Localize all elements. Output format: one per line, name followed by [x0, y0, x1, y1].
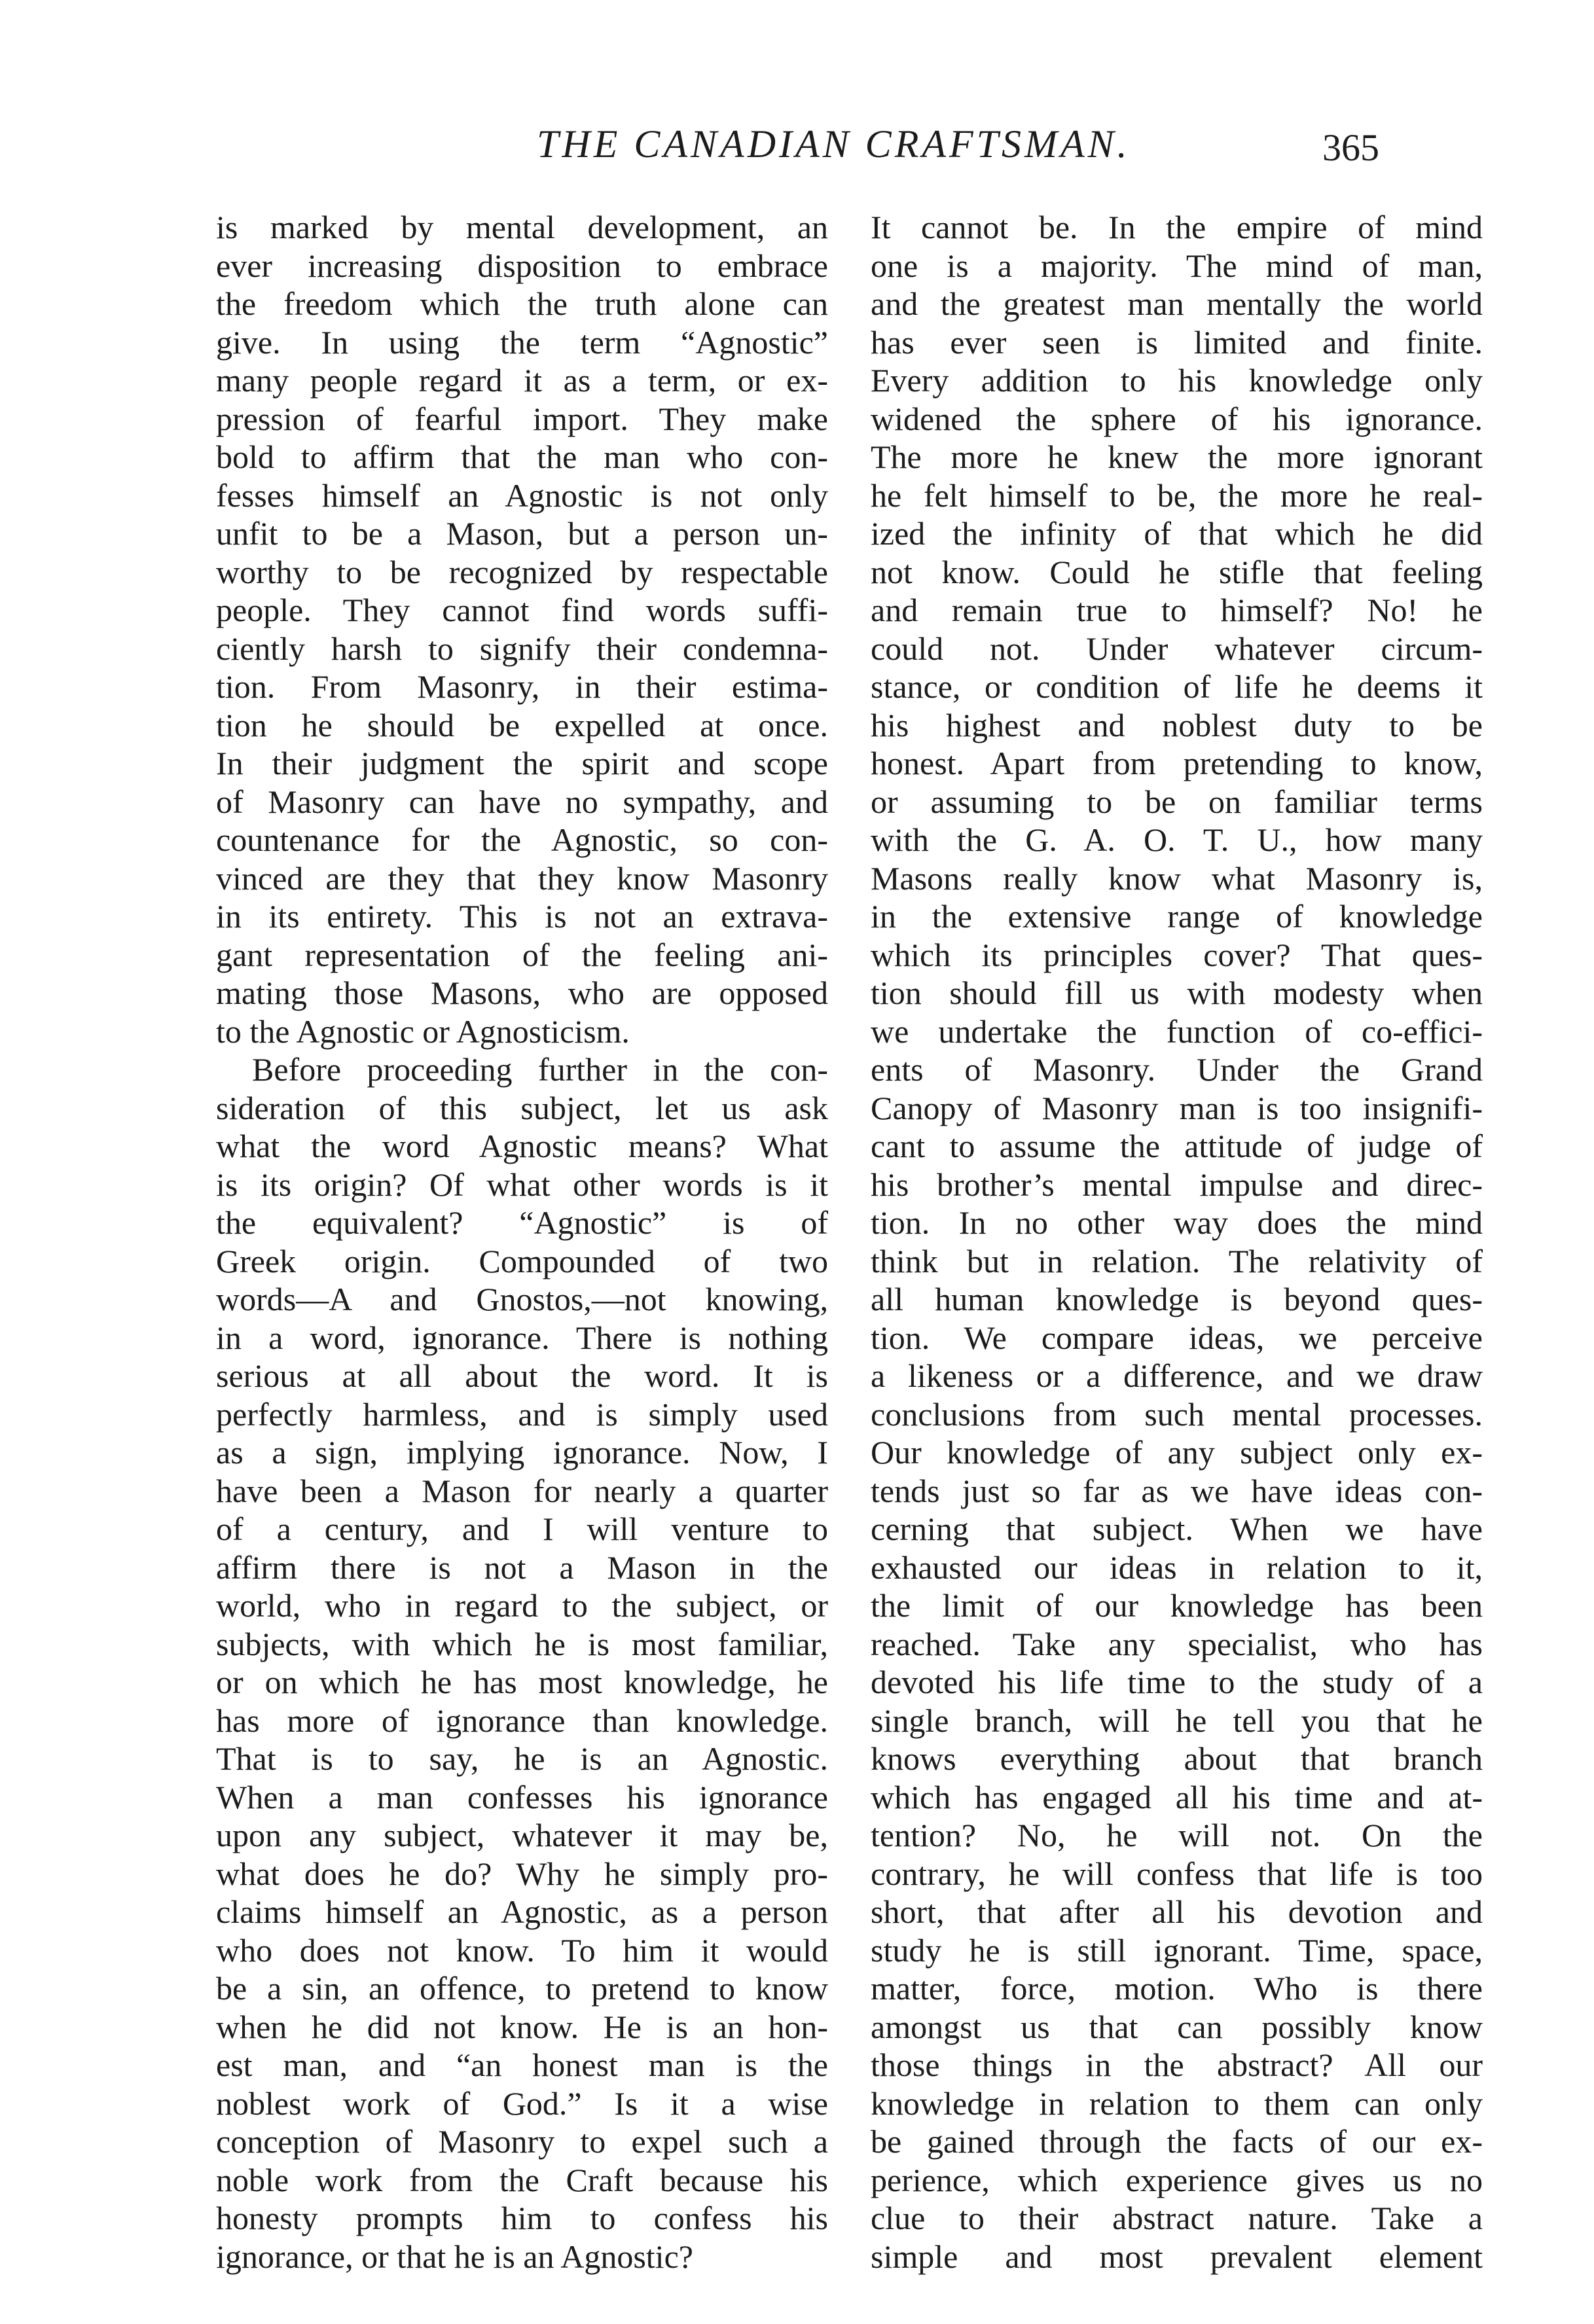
text-line: noblest work of God.” Is it a wise: [216, 2084, 828, 2122]
text-line: est man, and “an honest man is the: [216, 2047, 828, 2083]
text-line: clue to their abstract nature. Take a: [871, 2200, 1483, 2236]
text-line: ciently harsh to signify their condemna-: [216, 630, 828, 667]
text-line: tion. We compare ideas, we perceive: [871, 1319, 1483, 1356]
text-line: when he did not know. He is an hon-: [216, 2008, 828, 2045]
text-line: single branch, will he tell you that he: [871, 1702, 1483, 1739]
text-line: has ever seen is limited and finite.: [871, 323, 1483, 361]
text-line: the freedom which the truth alone can: [216, 285, 828, 322]
text-line: a likeness or a difference, and we draw: [871, 1357, 1483, 1394]
text-line: have been a Mason for nearly a quarter: [216, 1472, 828, 1509]
text-line: tion he should be expelled at once.: [216, 706, 828, 743]
text-line: subjects, with which he is most familiar,: [216, 1625, 828, 1662]
text-line: That is to say, he is an Agnostic.: [216, 1740, 828, 1777]
text-line: give. In using the term “Agnostic”: [216, 323, 828, 361]
text-line: devoted his life time to the study of a: [871, 1664, 1483, 1700]
text-line: of Masonry can have no sympathy, and: [216, 783, 828, 820]
running-title: THE CANADIAN CRAFTSMAN.: [537, 122, 1131, 166]
text-line: perience, which experience gives us no: [871, 2161, 1483, 2198]
text-line: When a man confesses his ignorance: [216, 1778, 828, 1815]
text-line: short, that after all his devotion and: [871, 1893, 1483, 1930]
text-line: world, who in regard to the subject, or: [216, 1587, 828, 1624]
text-line: ever increasing disposition to embrace: [216, 247, 828, 284]
text-line: is marked by mental development, an: [216, 209, 828, 245]
text-line: who does not know. To him it would: [216, 1931, 828, 1969]
text-line: in its entirety. This is not an extrava-: [216, 898, 828, 935]
text-line: and the greatest man mentally the world: [871, 285, 1483, 322]
right-column: [871, 208, 1483, 2276]
text-line: pression of fearful import. They make: [216, 400, 828, 437]
text-line: people. They cannot find words suffi-: [216, 592, 828, 628]
text-line: could not. Under whatever circum-: [871, 630, 1483, 667]
text-line: claims himself an Agnostic, as a person: [216, 1893, 828, 1930]
text-line: those things in the abstract? All our: [871, 2047, 1483, 2083]
text-line: be gained through the facts of our ex-: [871, 2123, 1483, 2160]
text-line: which has engaged all his time and at-: [871, 1778, 1483, 1815]
text-line: Greek origin. Compounded of two: [216, 1242, 828, 1279]
left-column: [216, 208, 828, 2276]
text-line: in the extensive range of knowledge: [871, 898, 1483, 935]
text-line: and remain true to himself? No! he: [871, 592, 1483, 628]
text-line: conclusions from such mental processes.: [871, 1395, 1483, 1433]
text-line: Canopy of Masonry man is too insignifi-: [871, 1089, 1483, 1126]
text-line: honest. Apart from pretending to know,: [871, 745, 1483, 781]
text-line: cerning that subject. When we have: [871, 1511, 1483, 1547]
text-line: all human knowledge is beyond ques-: [871, 1281, 1483, 1317]
text-line: affirm there is not a Mason in the: [216, 1548, 828, 1586]
text-line: which its principles cover? That ques-: [871, 936, 1483, 973]
text-line: matter, force, motion. Who is there: [871, 1970, 1483, 2007]
page-header: [0, 115, 1594, 173]
text-line: vinced are they that they know Masonry: [216, 859, 828, 897]
text-line: we undertake the function of co-effici-: [871, 1012, 1483, 1050]
text-line: his highest and noblest duty to be: [871, 706, 1483, 743]
text-line: of a century, and I will venture to: [216, 1511, 828, 1547]
text-line: sideration of this subject, let us ask: [216, 1089, 828, 1126]
text-line: the equivalent? “Agnostic” is of: [216, 1204, 828, 1241]
text-line: gant representation of the feeling ani-: [216, 936, 828, 973]
text-line: to the Agnostic or Agnosticism.: [216, 1012, 630, 1050]
text-line: serious at all about the word. It is: [216, 1357, 828, 1394]
text-line: cant to assume the attitude of judge of: [871, 1128, 1483, 1164]
text-line: many people regard it as a term, or ex-: [216, 362, 828, 399]
text-line: has more of ignorance than knowledge.: [216, 1702, 828, 1739]
text-line: his brother’s mental impulse and direc-: [871, 1166, 1483, 1203]
text-line: Before proceeding further in the con-: [252, 1051, 828, 1088]
page-number: 365: [1322, 126, 1379, 169]
text-line: In their judgment the spirit and scope: [216, 745, 828, 781]
text-line: what the word Agnostic means? What: [216, 1128, 828, 1164]
text-line: ents of Masonry. Under the Grand: [871, 1051, 1483, 1088]
text-line: not know. Could he stifle that feeling: [871, 553, 1483, 590]
text-line: Our knowledge of any subject only ex-: [871, 1434, 1483, 1471]
text-line: with the G. A. O. T. U., how many: [871, 821, 1483, 858]
text-line: the limit of our knowledge has been: [871, 1587, 1483, 1624]
text-line: It cannot be. In the empire of mind: [871, 209, 1483, 245]
text-line: knows everything about that branch: [871, 1740, 1483, 1777]
text-line: ized the infinity of that which he did: [871, 515, 1483, 552]
text-line: tion should fill us with modesty when: [871, 974, 1483, 1011]
text-line: upon any subject, whatever it may be,: [216, 1817, 828, 1853]
text-line: bold to affirm that the man who con-: [216, 438, 828, 475]
text-line: stance, or condition of life he deems it: [871, 668, 1483, 705]
text-line: ignorance, or that he is an Agnostic?: [216, 2238, 693, 2275]
text-line: tion. In no other way does the mind: [871, 1204, 1483, 1241]
text-line: words—A and Gnostos,—not knowing,: [216, 1281, 828, 1317]
text-line: or on which he has most knowledge, he: [216, 1664, 828, 1700]
text-line: mating those Masons, who are opposed: [216, 974, 828, 1011]
text-line: countenance for the Agnostic, so con-: [216, 821, 828, 858]
text-line: he felt himself to be, the more he real-: [871, 476, 1483, 514]
text-line: in a word, ignorance. There is nothing: [216, 1319, 828, 1356]
text-line: be a sin, an offence, to pretend to know: [216, 1970, 828, 2007]
text-line: Masons really know what Masonry is,: [871, 859, 1483, 897]
text-line: widened the sphere of his ignorance.: [871, 400, 1483, 437]
text-line: tends just so far as we have ideas con-: [871, 1472, 1483, 1509]
text-line: perfectly harmless, and is simply used: [216, 1395, 828, 1433]
text-line: amongst us that can possibly know: [871, 2008, 1483, 2045]
text-line: one is a majority. The mind of man,: [871, 247, 1483, 284]
text-line: or assuming to be on familiar terms: [871, 783, 1483, 820]
text-line: noble work from the Craft because his: [216, 2161, 828, 2198]
text-line: contrary, he will confess that life is too: [871, 1855, 1483, 1892]
text-line: what does he do? Why he simply pro-: [216, 1855, 828, 1892]
text-line: fesses himself an Agnostic is not only: [216, 476, 828, 514]
text-line: tion. From Masonry, in their estima-: [216, 668, 828, 705]
text-line: study he is still ignorant. Time, space,: [871, 1931, 1483, 1969]
text-line: The more he knew the more ignorant: [871, 438, 1483, 475]
text-line: reached. Take any specialist, who has: [871, 1625, 1483, 1662]
text-line: think but in relation. The relativity of: [871, 1242, 1483, 1279]
text-line: exhausted our ideas in relation to it,: [871, 1548, 1483, 1586]
text-line: tention? No, he will not. On the: [871, 1817, 1483, 1853]
text-line: simple and most prevalent element: [871, 2238, 1483, 2275]
text-line: worthy to be recognized by respectable: [216, 553, 828, 590]
text-line: Every addition to his knowledge only: [871, 362, 1483, 399]
text-line: honesty prompts him to confess his: [216, 2200, 828, 2236]
text-line: conception of Masonry to expel such a: [216, 2123, 828, 2160]
text-line: as a sign, implying ignorance. Now, I: [216, 1434, 828, 1471]
text-line: knowledge in relation to them can only: [871, 2084, 1483, 2122]
text-line: unfit to be a Mason, but a person un-: [216, 515, 828, 552]
text-line: is its origin? Of what other words is it: [216, 1166, 828, 1203]
